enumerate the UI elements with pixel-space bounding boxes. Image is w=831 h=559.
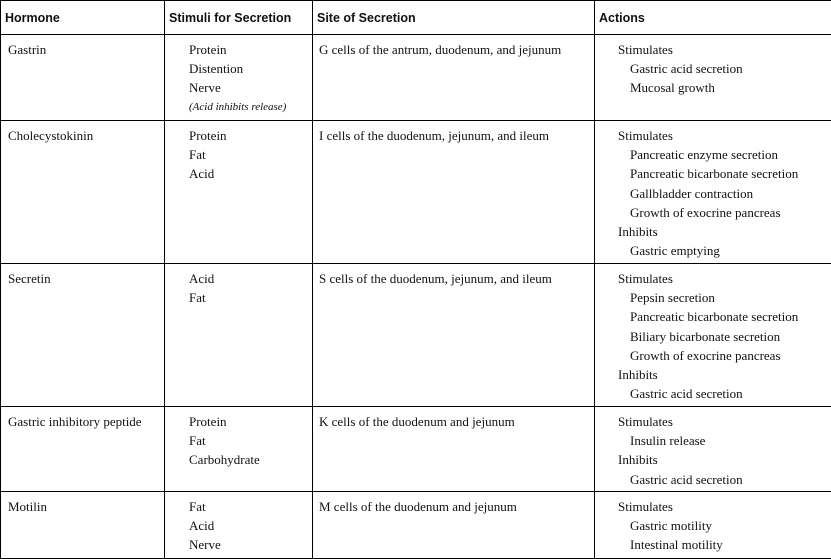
action-item: Growth of exocrine pancreas [618,346,831,365]
hormone-name: Cholecystokinin [1,121,164,145]
action-item: Gastric motility [618,516,831,535]
hormone-name: Gastrin [1,35,164,59]
header-actions: Actions [595,1,831,35]
site-cell [313,121,595,264]
action-item: Mucosal growth [618,78,831,97]
stimulus-item: Fat [189,288,312,307]
stimuli-cell [165,492,313,559]
hormone-cell [1,492,165,559]
stimuli-cell [165,407,313,492]
stimulus-item: Nerve [189,78,312,97]
table-row [1,35,831,121]
actions-cell [595,492,831,559]
stimulates-label: Stimulates [618,412,831,431]
actions-cell [595,264,831,407]
stimulus-item: Acid [189,269,312,288]
action-item: Growth of exocrine pancreas [618,203,831,222]
site-cell [313,407,595,492]
header-stimuli: Stimuli for Secretion [165,1,313,35]
stimulus-item: Fat [189,497,312,516]
site-text: M cells of the duodenum and jejunum [313,492,594,516]
header-site: Site of Secretion [313,1,595,35]
stimulus-item: Distention [189,59,312,78]
stimulus-item: Acid [189,516,312,535]
action-item: Intestinal motility [618,535,831,554]
header-hormone: Hormone [1,1,165,35]
action-item: Pancreatic bicarbonate secretion [618,164,831,183]
action-item: Gastric acid secretion [618,470,831,489]
action-item: Pancreatic enzyme secretion [618,145,831,164]
stimuli-cell [165,121,313,264]
hormone-name: Gastric inhibitory peptide [1,407,164,431]
header-row [1,1,831,35]
action-item: Gastric emptying [618,241,831,260]
action-item: Insulin release [618,431,831,450]
action-item: Gastric acid secretion [618,59,831,78]
stimulus-item: Carbohydrate [189,450,312,469]
action-item: Gallbladder contraction [618,184,831,203]
site-cell [313,492,595,559]
actions-cell [595,121,831,264]
stimulus-item: Protein [189,40,312,59]
site-cell [313,264,595,407]
action-item: Gastric acid secretion [618,384,831,403]
table-row [1,121,831,264]
site-cell [313,35,595,121]
hormone-cell [1,35,165,121]
stimulus-item: Fat [189,431,312,450]
hormone-name: Motilin [1,492,164,516]
stimulus-item: Fat [189,145,312,164]
hormone-cell [1,264,165,407]
site-text: K cells of the duodenum and jejunum [313,407,594,431]
stimulus-note: (Acid inhibits release) [189,98,312,117]
inhibits-label: Inhibits [618,365,831,384]
site-text: I cells of the duodenum, jejunum, and ileum [313,121,594,145]
stimuli-cell [165,35,313,121]
actions-cell [595,35,831,121]
hormone-name: Secretin [1,264,164,288]
stimulus-item: Nerve [189,535,312,554]
stimulates-label: Stimulates [618,40,831,59]
inhibits-label: Inhibits [618,450,831,469]
action-item: Biliary bicarbonate secretion [618,327,831,346]
table-row [1,407,831,492]
stimuli-cell [165,264,313,407]
hormone-cell [1,121,165,264]
inhibits-label: Inhibits [618,222,831,241]
actions-cell [595,407,831,492]
action-item: Pepsin secretion [618,288,831,307]
stimulus-item: Acid [189,164,312,183]
stimulates-label: Stimulates [618,497,831,516]
hormone-cell [1,407,165,492]
stimulus-item: Protein [189,412,312,431]
table-row [1,492,831,559]
table-row [1,264,831,407]
stimulates-label: Stimulates [618,126,831,145]
action-item: Pancreatic bicarbonate secretion [618,307,831,326]
stimulates-label: Stimulates [618,269,831,288]
stimulus-item: Protein [189,126,312,145]
site-text: S cells of the duodenum, jejunum, and ileum [313,264,594,288]
site-text: G cells of the antrum, duodenum, and jejunum [313,35,594,59]
